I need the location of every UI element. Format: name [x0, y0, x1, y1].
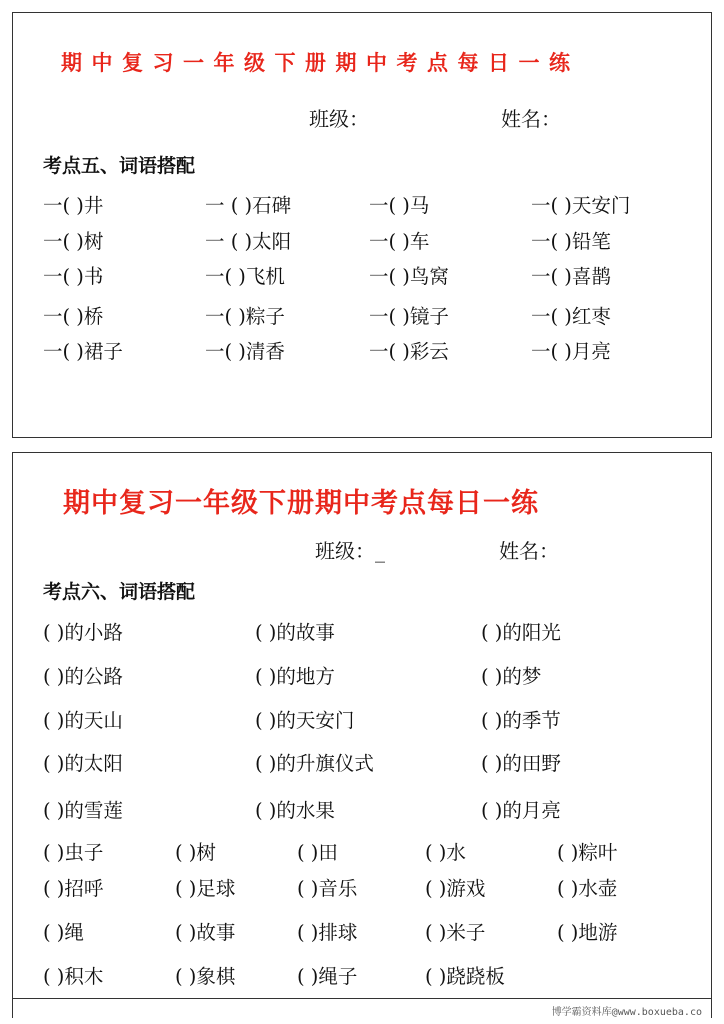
class-label: 班级：_: [315, 539, 385, 563]
match-item: ( )绳: [43, 921, 84, 944]
match-item: 一( )红枣: [531, 305, 611, 328]
match-item: ( )的太阳: [43, 752, 123, 775]
match-item: ( )游戏: [425, 877, 486, 900]
match-item: ( )的阳光: [481, 621, 561, 644]
match-item: ( )的升旗仪式: [255, 752, 374, 775]
match-item: 一( )马: [369, 194, 430, 217]
match-item: 一( )铅笔: [531, 230, 611, 253]
match-item: 一( )桥: [43, 305, 104, 328]
match-item: ( )地游: [557, 921, 618, 944]
match-item: 一( )飞机: [205, 265, 285, 288]
match-item: 一( )井: [43, 194, 104, 217]
match-item: ( )粽叶: [557, 841, 618, 864]
match-item: 一( )喜鹊: [531, 265, 611, 288]
section-heading: 考点六、词语搭配: [43, 581, 196, 603]
footer-divider: [12, 998, 712, 999]
match-item: ( )绳子: [297, 965, 358, 988]
match-item: 一 ( )石碑: [205, 194, 292, 217]
match-item: ( )的梦: [481, 665, 542, 688]
match-item: ( )的田野: [481, 752, 561, 775]
match-item: ( )积木: [43, 965, 104, 988]
match-item: ( )的公路: [43, 665, 123, 688]
match-item: ( )的月亮: [481, 799, 561, 822]
match-item: ( )的小路: [43, 621, 123, 644]
match-item: ( )虫子: [43, 841, 104, 864]
match-item: 一 ( )太阳: [205, 230, 292, 253]
match-item: 一( )书: [43, 265, 104, 288]
match-item: 一( )镜子: [369, 305, 449, 328]
match-item: 一( )月亮: [531, 340, 611, 363]
match-item: ( )象棋: [175, 965, 236, 988]
match-item: ( )足球: [175, 877, 236, 900]
match-item: ( )的地方: [255, 665, 335, 688]
match-item: 一( )彩云: [369, 340, 449, 363]
match-item: 一( )鸟窝: [369, 265, 449, 288]
match-item: 一( )树: [43, 230, 104, 253]
match-item: ( )的季节: [481, 709, 561, 732]
match-item: ( )故事: [175, 921, 236, 944]
match-item: ( )的雪莲: [43, 799, 123, 822]
match-item: ( )水: [425, 841, 466, 864]
match-item: ( )的天山: [43, 709, 123, 732]
match-item: 一( )裙子: [43, 340, 123, 363]
match-item: ( )跷跷板: [425, 965, 505, 988]
match-item: 一( )车: [369, 230, 430, 253]
match-item: ( )田: [297, 841, 338, 864]
match-item: ( )招呼: [43, 877, 104, 900]
match-item: 一( )粽子: [205, 305, 285, 328]
footer-watermark: 博学霸资料库@www.boxueba.co: [551, 1007, 702, 1018]
match-item: ( )的天安门: [255, 709, 355, 732]
match-item: ( )的故事: [255, 621, 335, 644]
match-item: ( )米子: [425, 921, 486, 944]
section-heading: 考点五、词语搭配: [43, 155, 196, 177]
class-label: 班级：: [309, 107, 369, 131]
worksheet-section-2: [12, 452, 712, 1018]
match-item: 一( )清香: [205, 340, 285, 363]
section-title: 期中复习一年级下册期中考点每日一练: [61, 50, 580, 75]
name-label: 姓名：: [501, 107, 561, 131]
match-item: ( )树: [175, 841, 216, 864]
match-item: ( )排球: [297, 921, 358, 944]
name-label: 姓名：: [499, 539, 559, 563]
match-item: ( )的水果: [255, 799, 335, 822]
worksheet-section-1: [12, 12, 712, 438]
match-item: ( )音乐: [297, 877, 358, 900]
match-item: 一( )天安门: [531, 194, 631, 217]
match-item: ( )水壶: [557, 877, 618, 900]
section-title: 期中复习一年级下册期中考点每日一练: [63, 488, 539, 519]
